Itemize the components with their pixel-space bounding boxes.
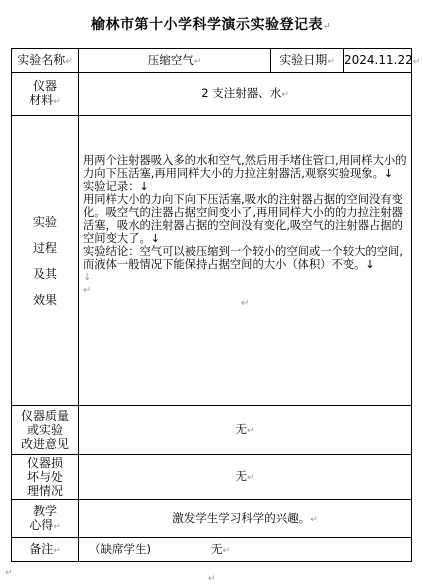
- experiment-name-value: 压缩空气↵: [79, 49, 271, 73]
- conclusion-paragraph: 实验结论：空气可以被压缩到一个较小的空间或一个较大的空间,而液体一般情况下能保持占据空间的大小（体积）不变。↓: [83, 245, 403, 271]
- record-paragraph: 用同样大小的力向下向下压活塞,吸水的注射器占据的空间没有变化。吸空气的注器占据空间变小了,再用同样大小的的力拉注射器活塞，吸水的注射器占据的空间没有变化,吸空气的注射器占据的空间变大了。↓: [83, 193, 403, 245]
- quality-value: 无↵: [79, 406, 412, 455]
- row-experiment-name: [12, 49, 412, 73]
- remarks-label: 备注↵: [12, 538, 79, 562]
- damage-value: 无↵: [79, 455, 412, 500]
- damage-label: 仪器损 坏与处 理情况: [12, 455, 79, 500]
- teaching-value: 激发学生学习科学的兴趣。↵: [79, 500, 412, 538]
- paragraph-mark: ↵: [5, 568, 13, 578]
- equipment-label: 仪器 材料↵: [12, 73, 79, 116]
- document-title: 榆林市第十小学科学演示实验登记表↵: [90, 17, 332, 33]
- teaching-label: 教学 心得↵: [12, 500, 79, 538]
- row-quality: [12, 406, 412, 455]
- remarks-value: （缺席学生) 无↵: [79, 538, 412, 562]
- row-equipment: [12, 73, 412, 116]
- paragraph-mark: ↵: [208, 574, 216, 584]
- row-process: [12, 116, 412, 406]
- row-teaching: [12, 500, 412, 538]
- row-damage: [12, 455, 412, 500]
- experiment-date-label: 实验日期↵: [271, 49, 344, 73]
- equipment-value: 2 支注射器、水↵: [79, 73, 412, 116]
- process-label: 实验 过程 及其 效果: [12, 116, 79, 406]
- experiment-name-label: 实验名称↵: [12, 49, 79, 73]
- experiment-date-value: 2024.11.22↵: [344, 49, 412, 73]
- process-content: 用两个注射器吸入多的水和空气,然后用手堵住管口,用同样大小的力向下压活塞,再用同样大小的力拉注射器活,观察实验现象。↓ 实验记录：↓ 用同样大小的力向下向下压活塞,吸水的注射器占据的空间没有变化。吸空气的注器占据空间变小了,再用同样大小的的力拉注射器活塞，吸水的注射器占据的空间没有变化,吸空气的注射器占据的空间变大了。↓ 实验结论：空气可以被压缩到一个较小的空间或一个较大的空间,而液体一般情况下能保持占据空间的大小（体积）不变。↓ ↓ ↵ ↵: [79, 116, 412, 406]
- record-heading: 实验记录：↓: [83, 180, 149, 193]
- process-paragraph: 用两个注射器吸入多的水和空气,然后用手堵住管口,用同样大小的力向下压活塞,再用同样大小的力拉注射器活,观察实验现象。↓: [83, 154, 407, 180]
- registration-table: [11, 48, 421, 562]
- row-remarks: [12, 538, 412, 562]
- quality-label: 仪器质量 或实验 改进意见: [12, 406, 79, 455]
